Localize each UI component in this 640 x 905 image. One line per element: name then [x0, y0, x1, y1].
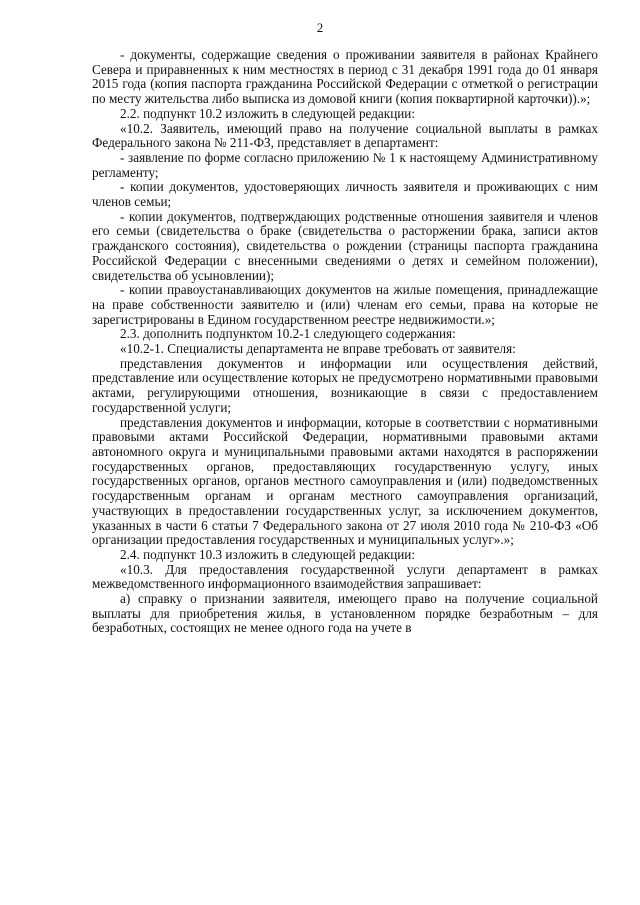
paragraph: «10.2-1. Специалисты департамента не вправе требовать от заявителя: — [120, 341, 516, 357]
paragraph: «10.2. Заявитель, имеющий право на получение социальной выплаты в рамках Федерального закона № 211-ФЗ, представляет в департамент: — [92, 120, 598, 151]
paragraph: - копии документов, удостоверяющих личность заявителя и проживающих с ним членов семьи; — [92, 179, 598, 210]
page-number: 2 — [316, 20, 324, 35]
paragraph: «10.3. Для предоставления государственной услуги департамент в рамках межведомственного информационного взаимодействия запрашивает: — [92, 561, 598, 592]
paragraph: 2.4. подпункт 10.3 изложить в следующей редакции: — [120, 546, 416, 562]
paragraph: а) справку о признании заявителя, имеющего право на получение социальной выплаты для приобретения жилья, в установленном порядке безработным – для безработных, состоящих не менее одного года на учете в — [92, 591, 598, 636]
document-body — [92, 48, 598, 636]
paragraph: 2.3. дополнить подпунктом 10.2-1 следующего содержания: — [120, 326, 456, 342]
paragraph: представления документов и информации или осуществления действий, представление или осуществление которых не предусмотрено нормативными правовыми актами, регулирующими отношения, возникающие в связи с предоставлением государственной услуги; — [92, 355, 598, 415]
paragraph: - копии документов, подтверждающих родственные отношения заявителя и членов его семьи (свидетельства о браке (свидетельства о расторжении брака, записи актов гражданского состояния), свидетельства о рождении (страницы паспорта гражданина Российской Федерации с внесенными сведениями о детях и семейном положении), свидетельства об усыновлении); — [92, 208, 598, 283]
paragraph: - копии правоустанавливающих документов на жилые помещения, принадлежащие на праве собственности заявителю и (или) членам его семьи, права на которые не зарегистрированы в Едином государственном реестре недвижимости.»; — [92, 282, 598, 327]
paragraph: - документы, содержащие сведения о проживании заявителя в районах Крайнего Севера и приравненных к ним местностях в период с 31 декабря 1991 года до 01 января 2015 года (копия паспорта гражданина Российской Федерации с отметкой о регистрации по месту жительства либо выписка из домовой книги (копия поквартирной карточки)).»; — [92, 47, 598, 107]
paragraph: - заявление по форме согласно приложению № 1 к настоящему Административному регламенту; — [92, 149, 598, 180]
paragraph: представления документов и информации, которые в соответствии с нормативными правовыми актами Российской Федерации, нормативными правовыми актами автономного округа и муниципальными правовыми актами находятся в распоряжении государственных органов, предоставляющих государственную услугу, иных государственных органов, органов местного самоуправления и (или) подведомственных государственным органам и органам местного самоуправления организаций, участвующих в предоставлении государственных услуг, за исключением документов, указанных в части 6 статьи 7 Федерального закона от 27 июля 2010 года № 210-ФЗ «Об организации предоставления государственных и муниципальных услуг».»; — [92, 414, 598, 548]
paragraph: 2.2. подпункт 10.2 изложить в следующей редакции: — [120, 105, 416, 121]
